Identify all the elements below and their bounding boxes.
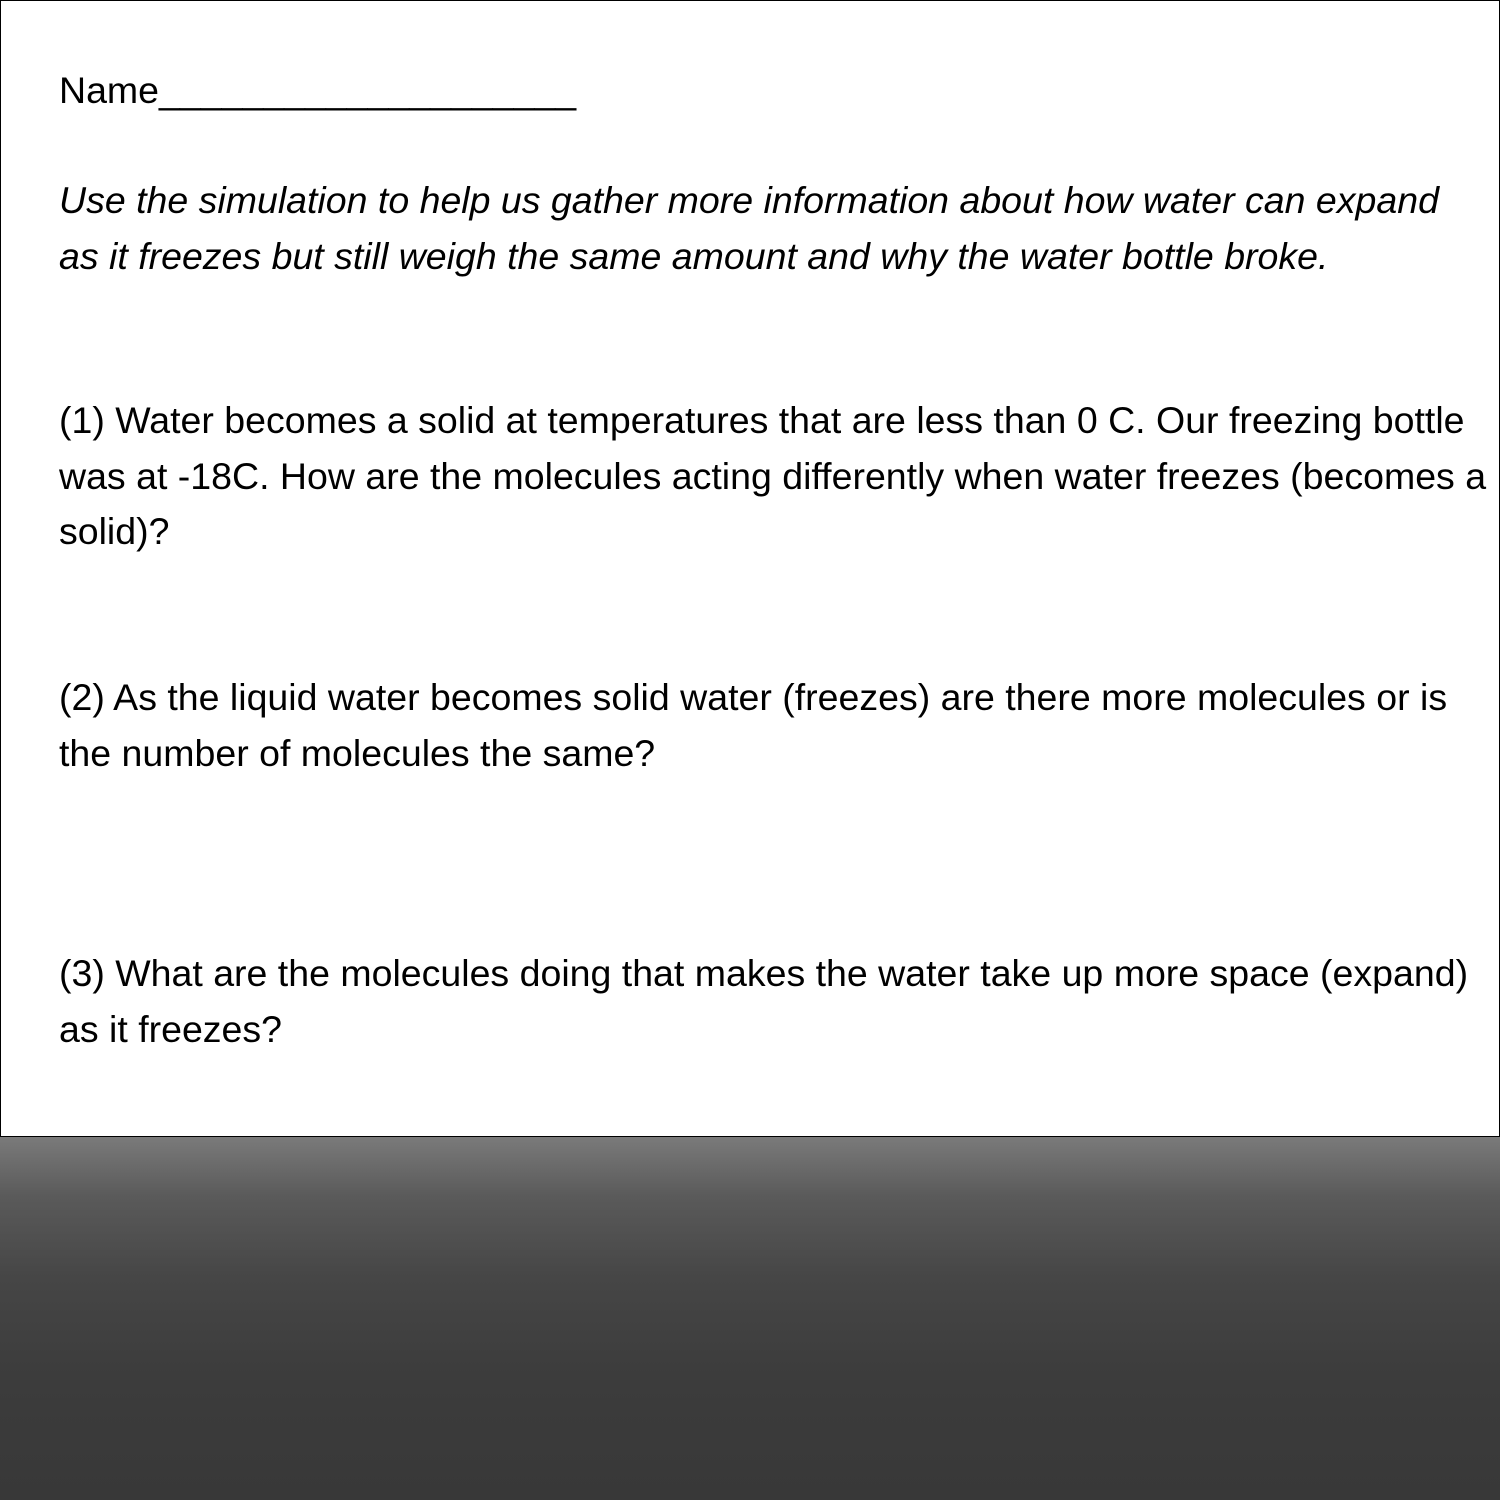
instructions-text: Use the simulation to help us gather more information about how water can expand as it freezes but still weigh the same amount and why the water bottle broke. (59, 179, 1439, 277)
question-1: (1) Water becomes a solid at temperatures that are less than 0 C. Our freezing bottle was at -18C. How are the molecules acting differently when water freezes (becomes a solid)? (59, 399, 1487, 552)
viewer-background (0, 1137, 1500, 1500)
name-field-label: Name____________________ (59, 69, 577, 111)
question-3: (3) What are the molecules doing that makes the water take up more space (expand) as it freezes? (59, 952, 1469, 1050)
question-2: (2) As the liquid water becomes solid water (freezes) are there more molecules or is the number of molecules the same? (59, 676, 1448, 774)
